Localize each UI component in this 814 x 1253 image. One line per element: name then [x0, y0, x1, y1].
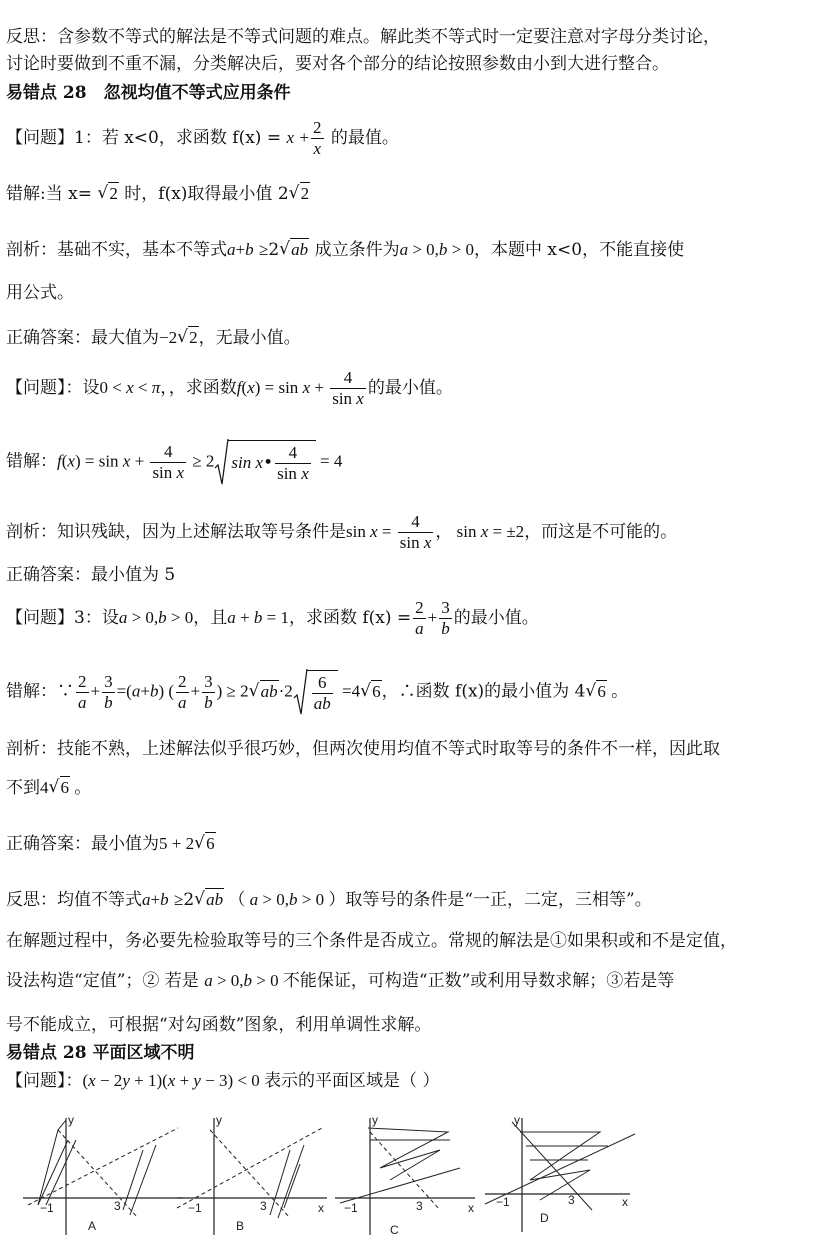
- reflection-2-line-3-text: 设法构造“定值”；② 若是: [6, 971, 199, 991]
- problem-3-mid: ，且: [193, 608, 228, 628]
- sqrt: √ 6: [360, 680, 382, 703]
- figure-d-y-label: y: [514, 1113, 520, 1127]
- figure-b: [172, 1110, 332, 1240]
- figure-b-label: B: [236, 1219, 245, 1233]
- correct-answer-1-text: 正确答案：最大值为: [6, 328, 159, 348]
- fraction: $\frac{3}{b}$: [104, 671, 113, 712]
- analysis-2-tail: ，而这是不可能的。: [524, 522, 678, 542]
- wrong-solution-3-tail: ，∴函数 f(x)的最小值为 4: [381, 681, 586, 702]
- problem-1: 【问题】1：若 x<0，求函数 f(x) = x + $\frac{2}{x}$ 的最值。: [6, 118, 399, 158]
- figure-a-label: A: [88, 1219, 97, 1233]
- problem-4: 【问题】：(x − 2y + 1)(x + y − 3) < 0 表示的平面区域是（ ）: [6, 1071, 440, 1091]
- reflection-line-1: 反思：含参数不等式的解法是不等式问题的难点。解此类不等式时一定要注意对字母分类讨论，: [6, 27, 720, 47]
- figure-b-x-label: x: [318, 1201, 324, 1215]
- wrong-solution-3-text: 错解：∵: [6, 681, 74, 702]
- analysis-1-tail: ，本题中 x<0，不能直接使: [474, 240, 685, 260]
- sqrt: √ 6: [585, 680, 607, 703]
- problem-2-mid: ，求函数: [168, 378, 237, 398]
- figure-c-label: C: [390, 1223, 399, 1237]
- sqrt: √ 2: [289, 182, 311, 205]
- wrong-solution-3: 错解：∵ $\frac{2}{a}$ + $\frac{3}{b}$ =(a+b) ( $\frac{2}{a}$ + $\frac{3}{b}$ ) ≥ 2√ ab·2 $\frac{6}{ab}$ =4√ 6，∴函数 f(x)的最小值为 4√ 6 。: [6, 670, 628, 714]
- fraction: $\frac{2}{a}$: [178, 671, 187, 712]
- sqrt: √ ab: [279, 238, 309, 261]
- reflection-2-text: 反思：均值不等式: [6, 890, 142, 910]
- section-heading-28a: 易错点 28 忽视均值不等式应用条件: [6, 83, 291, 103]
- correct-answer-1-tail: ，无最小值。: [198, 328, 301, 348]
- figure-d-minus1: −1: [496, 1195, 510, 1209]
- sqrt: √ 6: [194, 832, 216, 855]
- fraction: $\frac{2}{a}$: [415, 598, 424, 638]
- problem-2-text: 【问题】：设: [6, 378, 100, 398]
- wrong-solution-2-text: 错解：: [6, 451, 57, 472]
- fraction: $\frac{4}{\text{sin x}}$: [399, 512, 432, 552]
- figure-a-minus1: −1: [40, 1201, 54, 1215]
- sqrt: √ 6: [49, 776, 71, 799]
- reflection-2-tail: 取等号的条件是“一正，二定，三相等”。: [345, 890, 652, 910]
- reflection-2-line-3: 设法构造“定值”；② 若是 a > 0,b > 0 不能保证，可构造“正数”或利用导数求解；③若是等: [6, 971, 675, 991]
- fraction: $\frac{4}{\text{sin x}}$: [332, 368, 364, 408]
- sqrt: $\frac{6}{ab}$: [293, 670, 338, 714]
- figure-c-three: 3: [416, 1199, 423, 1213]
- figure-c-minus1: −1: [344, 1201, 358, 1215]
- fraction: $\frac{2}{x}$: [313, 118, 322, 158]
- problem-3: 【问题】3：设a > 0,b > 0，且a + b = 1，求函数 f(x) = $\frac{2}{a}$ + $\frac{3}{b}$ 的最小值。: [6, 598, 539, 638]
- sqrt: √ 2: [97, 182, 119, 205]
- fraction: $\frac{2}{a}$: [78, 671, 87, 712]
- figure-d-three: 3: [568, 1193, 575, 1207]
- figure-a-y-label: y: [68, 1113, 74, 1127]
- problem-1-tail: 的最值。: [325, 128, 399, 148]
- correct-answer-2: 正确答案：最小值为 5: [6, 565, 176, 585]
- correct-answer-1: 正确答案：最大值为−2√ 2，无最小值。: [6, 326, 301, 349]
- analysis-3-line-2: 不到4√ 6 。: [6, 776, 91, 799]
- sqrt: √ ab: [194, 888, 224, 911]
- analysis-2-text: 剖析：知识残缺，因为上述解法取等号条件是: [6, 522, 346, 542]
- math: x: [286, 128, 295, 147]
- analysis-1-text: 剖析：基础不实，基本不等式: [6, 240, 227, 260]
- figure-a-three: 3: [114, 1199, 121, 1213]
- reflection-2-line-2: 在解题过程中，务必要先检验取等号的三个条件是否成立。常规的解法是①如果积或和不是定值，: [6, 931, 737, 951]
- problem-4-text: 【问题】：: [6, 1071, 83, 1091]
- correct-answer-3: 正确答案：最小值为5 + 2√ 6: [6, 832, 216, 855]
- problem-3-tail: 的最小值。: [453, 608, 539, 628]
- wrong-solution-2: 错解：f(x) = sin x + $\frac{4}{\text{sin x}}$ ≥ 2 sin x• $\frac{4}{\text{sin x}}$ = 4: [6, 440, 342, 484]
- fraction: $\frac{3}{b}$: [441, 598, 450, 638]
- problem-2-tail: 的最小值。: [367, 378, 453, 398]
- figure-c-y-label: y: [372, 1113, 378, 1127]
- figure-b-three: 3: [260, 1199, 267, 1213]
- figure-c-x-label: x: [468, 1201, 474, 1215]
- wrong-solution-1-tail: 时，f(x)取得最小值 2: [118, 184, 289, 204]
- reflection-line-2: 讨论时要做到不重不漏，分类解决后，要对各个部分的结论按照参数由小到大进行整合。: [6, 54, 669, 74]
- reflection-2-line-3-tail: 不能保证，可构造“正数”或利用导数求解；③若是等: [282, 971, 675, 991]
- sqrt: √ 2: [177, 326, 199, 349]
- sqrt: √ ab: [249, 680, 279, 703]
- analysis-2: 剖析：知识残缺，因为上述解法取等号条件是sin x = $\frac{4}{\text{sin x}}$ ， sin x = ±2，而这是不可能的。: [6, 512, 678, 552]
- problem-3-mid-2: ，求函数 f(x) =: [288, 608, 412, 628]
- analysis-3-text: 不到: [6, 778, 40, 798]
- wrong-solution-1-text: 错解:当 x=: [6, 184, 98, 204]
- section-heading-28b: 易错点 28 平面区域不明: [6, 1043, 195, 1063]
- figure-b-minus1: −1: [188, 1201, 202, 1215]
- correct-answer-3-text: 正确答案：最小值为: [6, 834, 159, 854]
- fraction: $\frac{4}{\text{sin x}}$: [152, 441, 185, 482]
- figure-c: [330, 1110, 480, 1240]
- wrong-solution-1: [6, 182, 310, 205]
- reflection-2-line-4: 号不能成立，可根据“对勾函数”图象，利用单调性求解。: [6, 1015, 432, 1035]
- figure-b-y-label: y: [216, 1113, 222, 1127]
- figure-d-x-label: x: [622, 1195, 628, 1209]
- problem-4-tail: 表示的平面区域是（ ）: [264, 1071, 440, 1091]
- reflection-2-line-1: 反思：均值不等式a+b ≥2√ ab （ a > 0,b > 0 ）取等号的条件是“一正，二定，三相等”。: [6, 888, 652, 911]
- analysis-1: 剖析：基础不实，基本不等式a+b ≥2√ ab 成立条件为a > 0,b > 0，本题中 x<0，不能直接使: [6, 238, 684, 261]
- analysis-1-mid: 成立条件为: [314, 240, 400, 260]
- sqrt: sin x• $\frac{4}{\text{sin x}}$: [214, 440, 315, 484]
- problem-2: 【问题】：设0 < x < π，，求函数f(x) = sin x + $\frac{4}{\text{sin x}}$ 的最小值。: [6, 368, 453, 408]
- problem-3-text: 【问题】3：设: [6, 608, 119, 628]
- fraction: $\frac{3}{b}$: [204, 671, 213, 712]
- figure-d: [480, 1110, 640, 1240]
- figure-a: [18, 1110, 188, 1240]
- analysis-3: 剖析：技能不熟，上述解法似乎很巧妙，但两次使用均值不等式时取等号的条件不一样，因此取: [6, 739, 720, 759]
- analysis-1-line-2: 用公式。: [6, 283, 74, 303]
- figure-d-label: D: [540, 1211, 549, 1225]
- problem-1-text: 【问题】1：若 x<0，求函数 f(x) =: [6, 128, 287, 148]
